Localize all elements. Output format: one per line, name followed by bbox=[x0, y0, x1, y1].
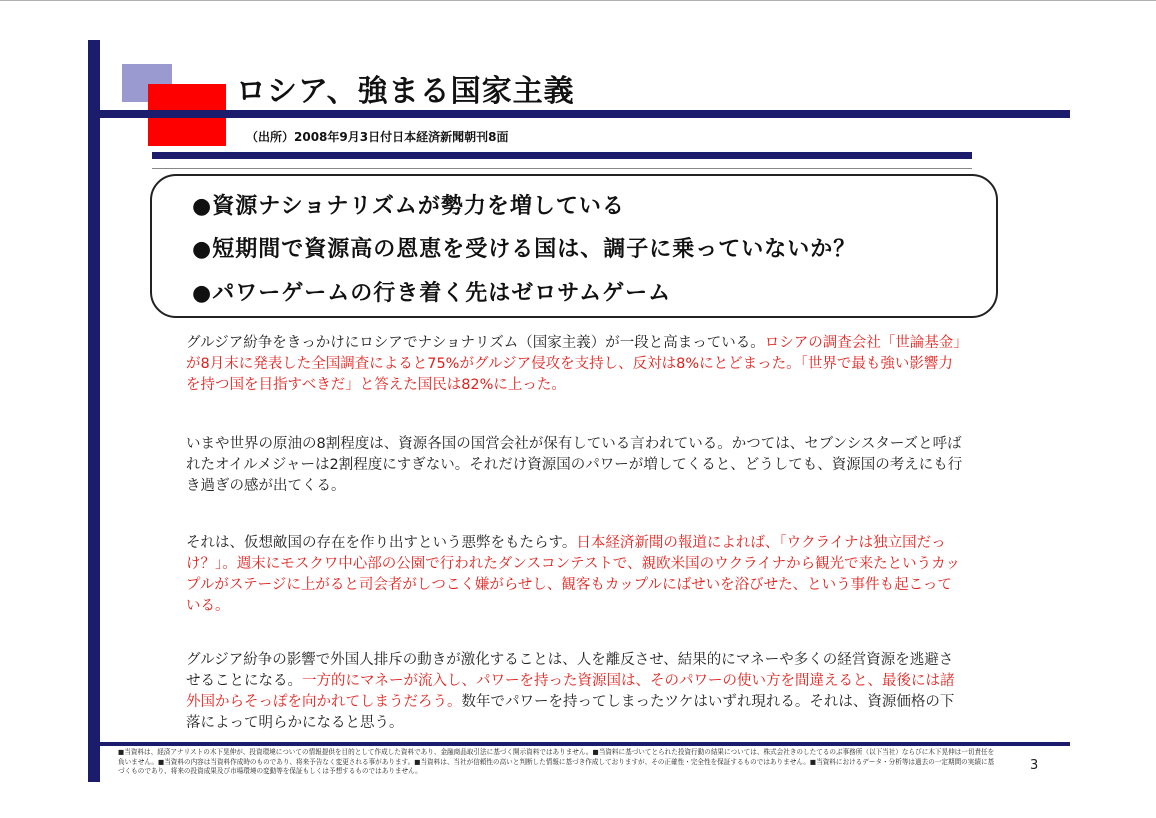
summary-bullet: ●短期間で資源高の恩恵を受ける国は、調子に乗っていないか？ bbox=[192, 237, 857, 262]
slide-title: ロシア、強まる国家主義 bbox=[236, 74, 575, 109]
summary-bullet: ●パワーゲームの行き着く先はゼロサムゲーム bbox=[192, 281, 672, 306]
paragraph-4 bbox=[186, 650, 966, 734]
summary-box bbox=[150, 174, 998, 318]
paragraph-text: それは、仮想敵国の存在を作り出すという悪弊をもたらす。 bbox=[186, 535, 577, 551]
paragraph-highlight: ロシアの調査会社「世論基金」が8月末に発表した全国調査によると75%がグルジア侵攻を支持し、反対は8%にとどまった。「世界で最も強い影響力を持つ国を目指すべきだ」と答えた国民は82%に上った。 bbox=[186, 335, 961, 393]
separator-thin bbox=[152, 168, 972, 169]
paragraph-text: グルジア紛争をきっかけにロシアでナショナリズム（国家主義）が一段と高まっている。 bbox=[186, 335, 765, 351]
separator-thick bbox=[152, 152, 972, 159]
paragraph-2 bbox=[186, 434, 966, 497]
footer-disclaimer: ■当資料は、経済アナリストの木下晃伸が、投資環境についての情報提供を目的として作成した資料であり、金融商品取引法に基づく開示資料ではありません。■当資料に基づいてとられた投資行動の結果については、株式会社きのしたてるのぶ事務所（以下当社）ならびに木下晃伸は一切責任を負いません。■当資料の内容は当資料作成時のものであり、将来予告なく変更される事があります。■当資料は、当社が信頼性の高いと判断した情報に基づき作成しておりますが、その正確性・完全性を保証するものではありません。■当資料におけるデータ・分析等は過去の一定期間の実績に基づくものであり、将来の投資成果及び市場環境の変動等を保証もしくは予想するものではありません。 bbox=[118, 748, 995, 775]
paragraph-text: 数年でパワーを持ってしまったツケはいずれ現れる。それは、資源価格の下落によって明らかになると思う。 bbox=[186, 694, 955, 731]
summary-bullet: ●資源ナショナリズムが勢力を増している bbox=[192, 194, 625, 219]
source-citation: （出所）2008年9月3日付日本経済新聞朝刊8面 bbox=[246, 130, 509, 144]
paragraph-highlight: 一方的にマネーが流入し、パワーを持った資源国は、そのパワーの使い方を間違えると、最後には諸外国からそっぽを向かれてしまうだろう。 bbox=[186, 673, 955, 710]
top-rule bbox=[0, 0, 1156, 1]
page-number: 3 bbox=[1030, 758, 1039, 773]
paragraph-3 bbox=[186, 533, 966, 617]
left-accent-bar bbox=[88, 40, 100, 782]
paragraph-text: いまや世界の原油の8割程度は、資源各国の国営会社が保有している言われている。かつては、セブンシスターズと呼ばれたオイルメジャーは2割程度にすぎない。それだけ資源国のパワーが増してくると、どうしても、資源国の考えにも行き過ぎの感が出てくる。 bbox=[186, 436, 963, 494]
title-underline bbox=[100, 110, 1070, 118]
paragraph-1 bbox=[186, 333, 966, 396]
footer-bar bbox=[100, 742, 1070, 746]
paragraph-text: グルジア紛争の影響で外国人排斥の動きが激化することは、人を離反させ、結果的にマネーや多くの経営資源を逃避させることになる。 bbox=[186, 652, 954, 689]
paragraph-highlight: 日本経済新聞の報道によれば、「ウクライナは独立国だっけ？」。週末にモスクワ中心部の公園で行われたダンスコンテストで、親欧米国のウクライナから観光で来たというカップルがステージに上がると司会者がしつこく嫌がらせし、観客もカップルにばせいを浴びせた、という事件も起こっている。 bbox=[186, 535, 961, 614]
